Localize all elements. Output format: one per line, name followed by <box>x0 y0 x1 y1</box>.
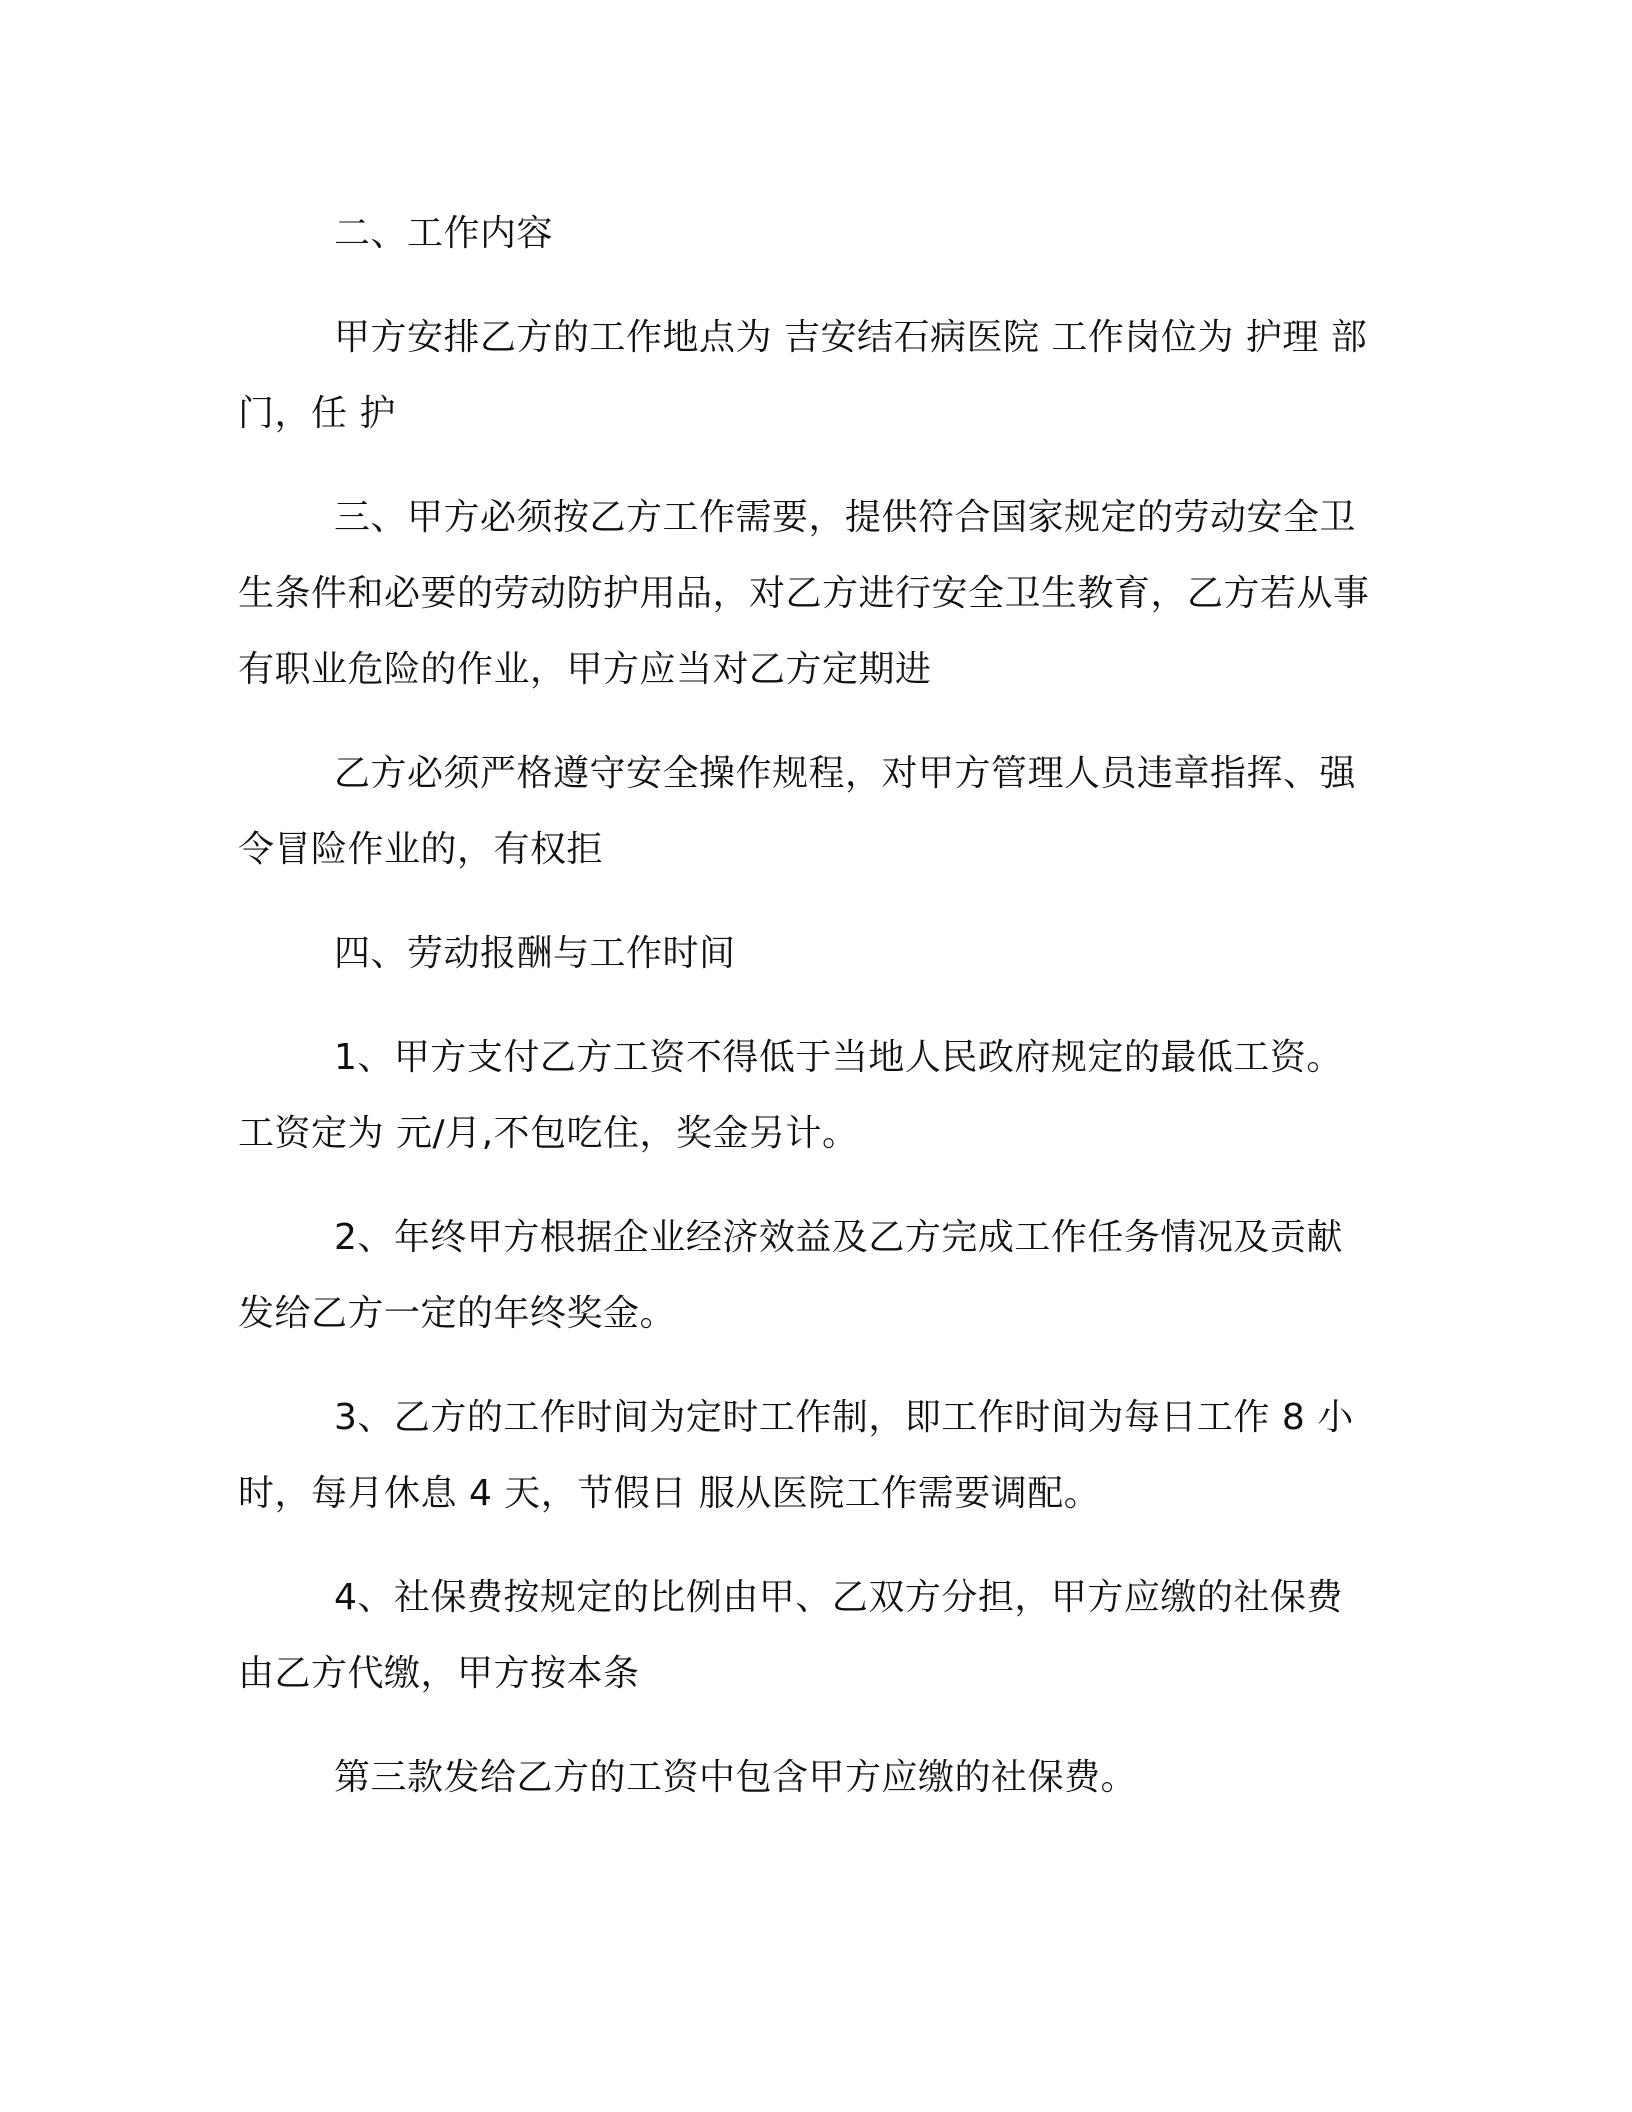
paragraph-working-hours: 3、乙方的工作时间为定时工作制，即工作时间为每日工作 8 小时，每月休息 4 天，节假日 服从医院工作需要调配。 <box>238 1397 1354 1514</box>
paragraph-social-insurance-wage: 第三款发给乙方的工资中包含甲方应缴的社保费。 <box>334 1757 1138 1798</box>
section-heading-work-content: 二、工作内容 <box>334 213 554 254</box>
paragraph-wage: 1、甲方支付乙方工资不得低于当地人民政府规定的最低工资。工资定为 元/月,不包吃住，奖金另计。 <box>238 1037 1343 1154</box>
paragraph-safety-rules: 乙方必须严格遵守安全操作规程，对甲方管理人员违章指挥、强令冒险作业的，有权拒 <box>238 753 1357 870</box>
section-heading-remuneration: 四、劳动报酬与工作时间 <box>334 933 736 974</box>
paragraph-year-end-bonus: 2、年终甲方根据企业经济效益及乙方完成工作任务情况及贡献发给乙方一定的年终奖金。 <box>238 1217 1343 1334</box>
document-body <box>238 196 1373 1844</box>
paragraph-social-insurance: 4、社保费按规定的比例由甲、乙双方分担，甲方应缴的社保费由乙方代缴，甲方按本条 <box>238 1577 1343 1694</box>
paragraph-work-location: 甲方安排乙方的工作地点为 吉安结石病医院 工作岗位为 护理 部门，任 护 <box>238 317 1368 434</box>
paragraph-safety-conditions: 三、甲方必须按乙方工作需要，提供符合国家规定的劳动安全卫生条件和必要的劳动防护用品，对乙方进行安全卫生教育，乙方若从事有职业危险的作业，甲方应当对乙方定期进 <box>238 497 1370 690</box>
